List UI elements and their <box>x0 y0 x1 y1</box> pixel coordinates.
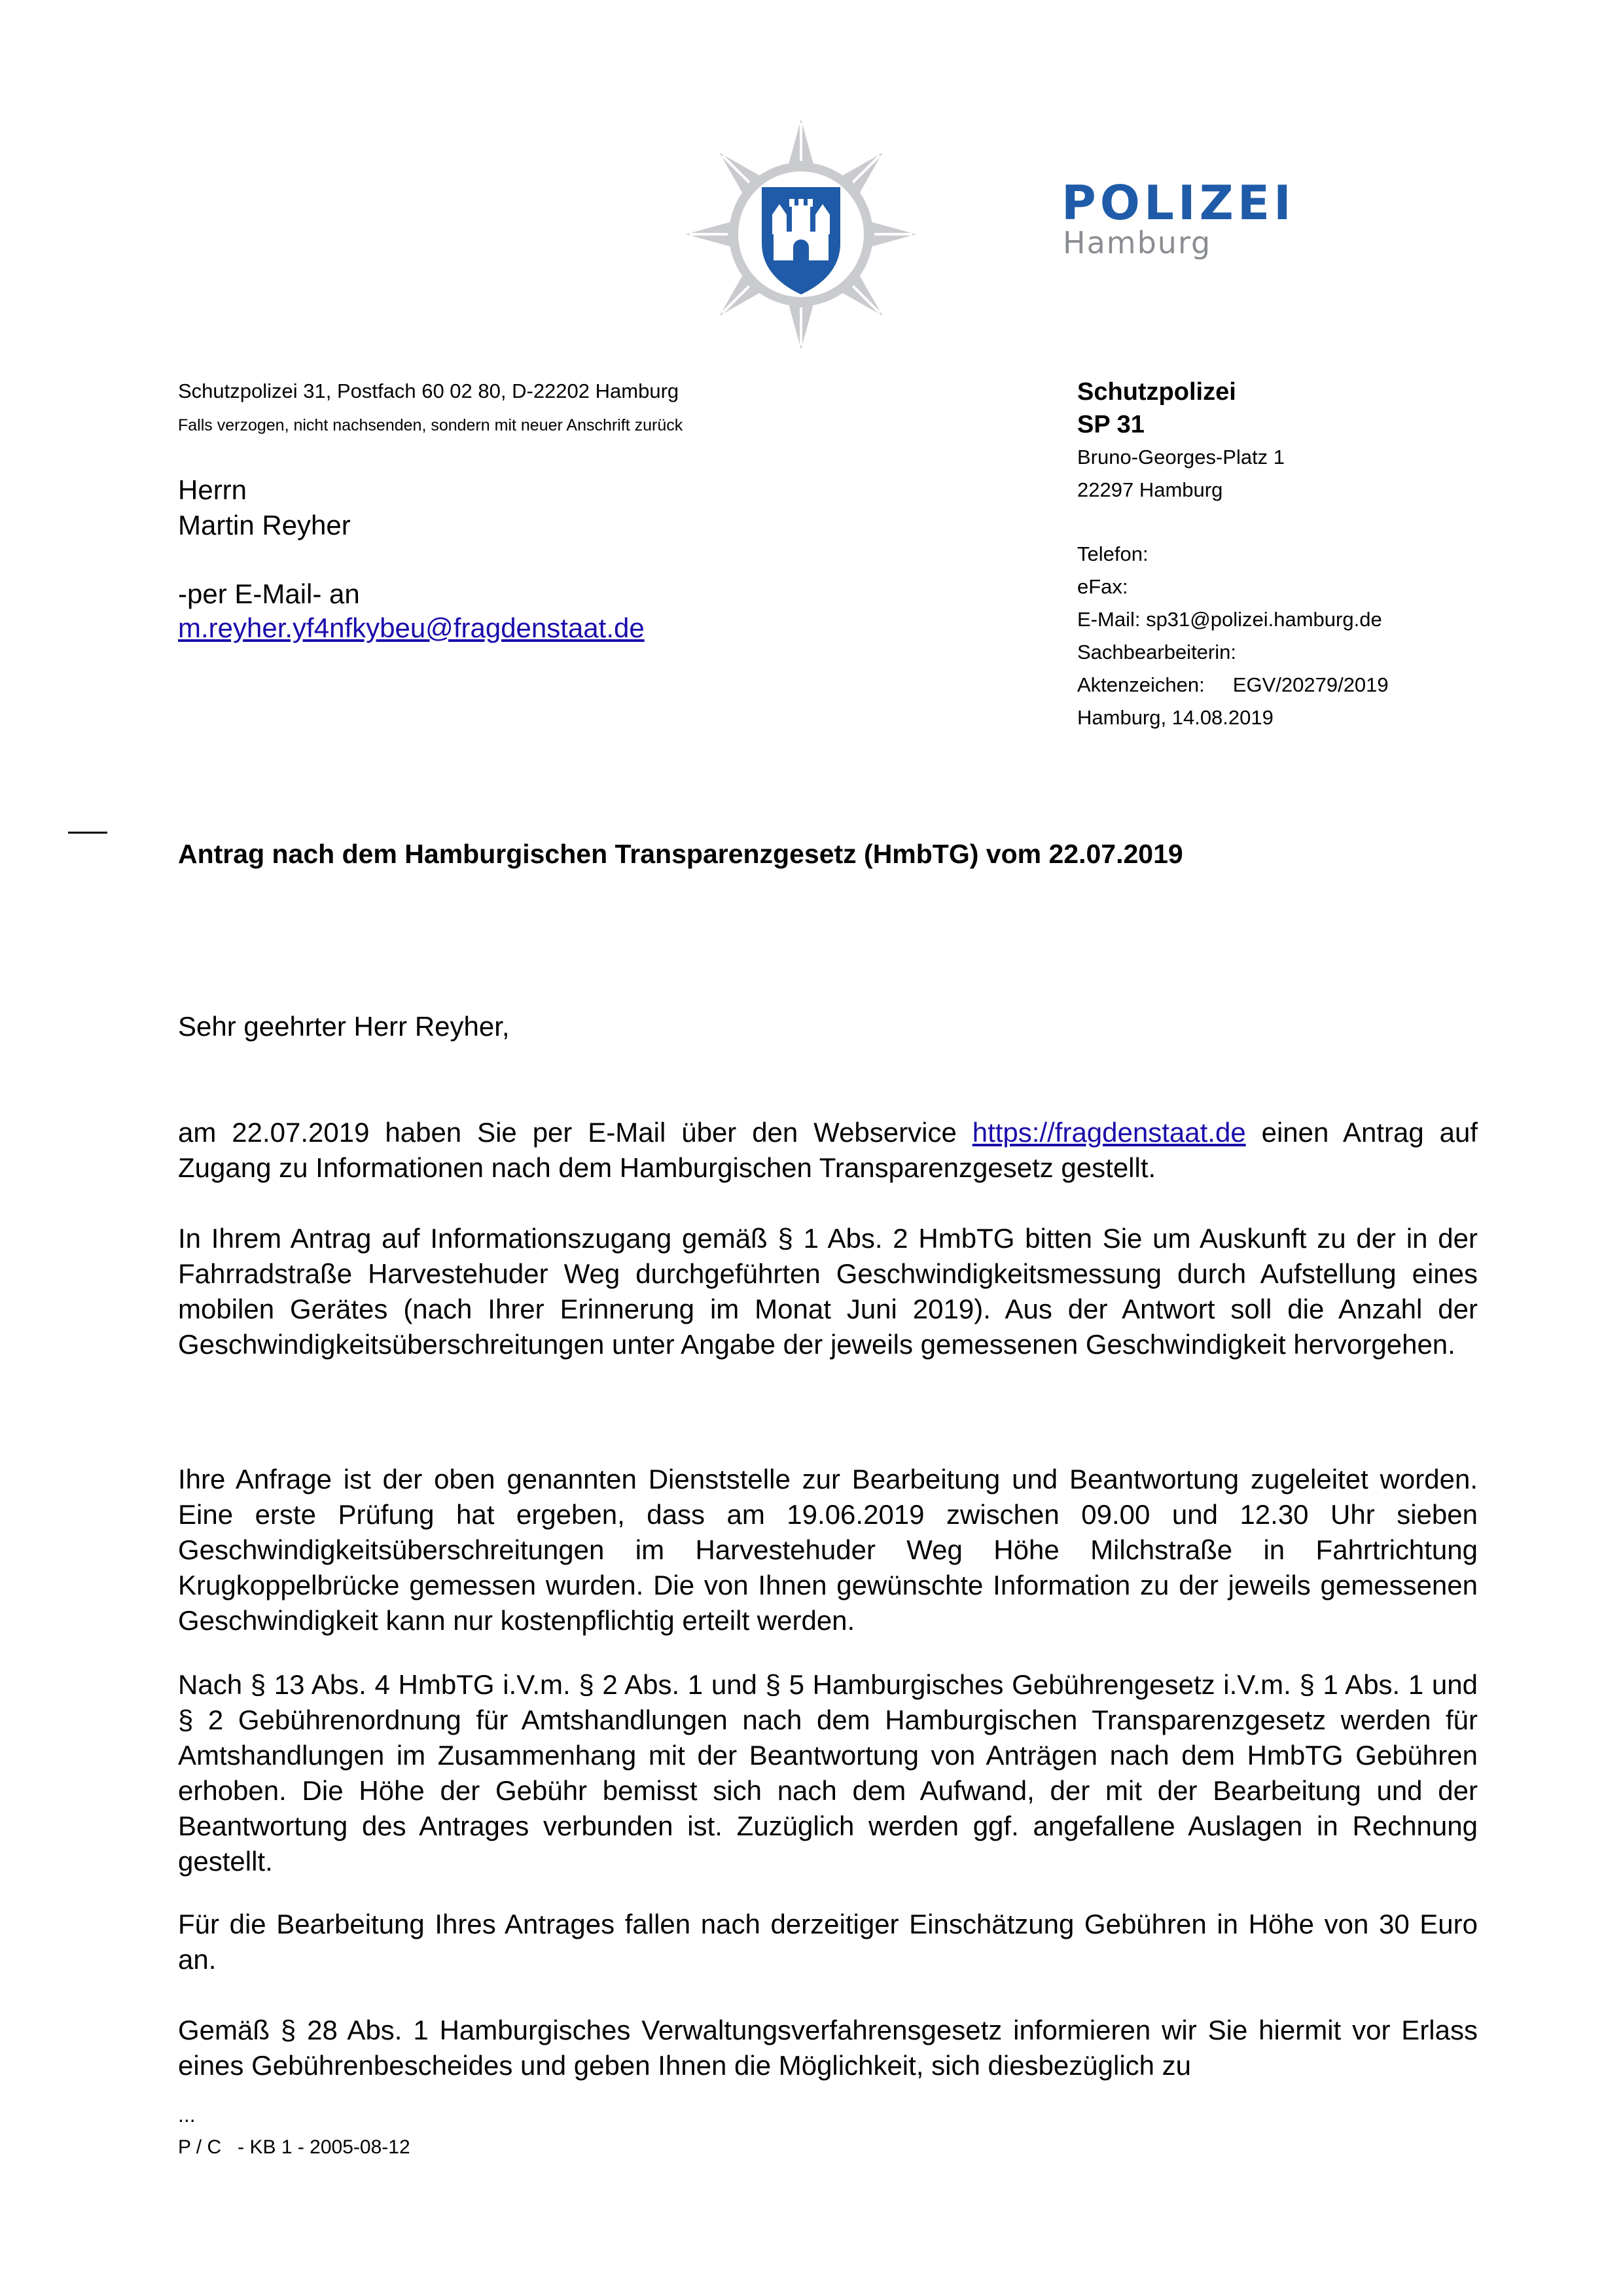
wordmark-hamburg: Hamburg <box>1063 225 1212 260</box>
fragdenstaat-link[interactable]: https://fragdenstaat.de <box>972 1117 1246 1148</box>
office-email: E-Mail: sp31@polizei.hamburg.de <box>1077 608 1382 631</box>
recipient-email-link[interactable]: m.reyher.yf4nfkybeu@fragdenstaat.de <box>178 612 645 643</box>
paragraph-1-end: einen Antrag auf Zugang zu Informationen nach dem Hamburgischen Transparenzgesetz gestellt. <box>178 1117 1478 1183</box>
paragraph-3: Ihre Anfrage ist der oben genannten Dienststelle zur Bearbeitung und Beantwortung zugeleitet worden. Eine erste Prüfung hat ergeben, dass am 19.06.2019 zwischen 09.00 und 12.30 Uhr sieben Geschwindigkeitsüberschreitungen im Harvestehuder Weg Höhe Milchstraße in Fahrtrichtung Krugkoppelbrücke gemessen wurden. Die von Ihnen gewünschte Information zu der jeweils gemessenen Geschwindigkeit kann nur kostenpflichtig erteilt werden. <box>178 1464 1478 1636</box>
return-address: Schutzpolizei 31, Postfach 60 02 80, D-22202 Hamburg <box>178 380 679 402</box>
office-department: Schutzpolizei <box>1077 378 1236 406</box>
paragraph-1-start: am 22.07.2019 haben Sie per E-Mail über den Webservice <box>178 1117 972 1148</box>
paragraph-4: Nach § 13 Abs. 4 HmbTG i.V.m. § 2 Abs. 1 und § 5 Hamburgisches Gebührengesetz i.V.m. § 1 Abs. 1 und § 2 Gebührenordnung für Amtshandlungen nach dem Hamburgischen Transparenzgesetz werden für Amtshandlungen im Zusammenhang mit der Beantwortung von Anträgen nach dem HmbTG Gebühren erhoben. Die Höhe der Gebühr bemisst sich nach dem Aufwand, der mit der Bearbeitung und der Beantwortung des Antrages verbunden ist. Zuzüglich werden ggf. angefallene Auslagen in Rechnung gestellt. <box>178 1669 1478 1877</box>
paragraph-5: Für die Bearbeitung Ihres Antrages fallen nach derzeitiger Einschätzung Gebühren in Höhe von 30 Euro an. <box>178 1909 1478 1975</box>
office-phone: Telefon: <box>1077 542 1149 565</box>
recipient-name: Martin Reyher <box>178 510 351 540</box>
police-star-logo <box>686 119 916 349</box>
fold-mark <box>68 832 107 834</box>
office-unit: SP 31 <box>1077 411 1145 438</box>
wordmark-polizei: POLIZEI <box>1061 175 1295 230</box>
recipient-salutation: Herrn <box>178 474 247 505</box>
office-city: 22297 Hamburg <box>1077 478 1223 501</box>
continuation-marker: ... <box>178 2103 196 2127</box>
recipient-block <box>178 472 351 543</box>
office-clerk: Sachbearbeiterin: <box>1077 641 1236 663</box>
letter-greeting: Sehr geehrter Herr Reyher, <box>178 1011 510 1042</box>
letter-subject: Antrag nach dem Hamburgischen Transparenzgesetz (HmbTG) vom 22.07.2019 <box>178 839 1183 869</box>
office-info <box>1077 376 1470 734</box>
office-reference: Aktenzeichen: EGV/20279/2019 <box>1077 673 1389 696</box>
delivery-note <box>178 577 645 645</box>
paragraph-6: Gemäß § 28 Abs. 1 Hamburgisches Verwaltungsverfahrensgesetz informieren wir Sie hiermit vor Erlass eines Gebührenbescheides und geben Ihnen die Möglichkeit, sich diesbezüglich zu <box>178 2015 1478 2081</box>
police-star-icon <box>686 119 916 349</box>
police-wordmark <box>1061 177 1297 259</box>
office-street: Bruno-Georges-Platz 1 <box>1077 446 1285 468</box>
paragraph-2: In Ihrem Antrag auf Informationszugang gemäß § 1 Abs. 2 HmbTG bitten Sie um Auskunft zu der in der Fahrradstraße Harvestehuder Weg durchgeführten Geschwindigkeitsmessung durch Aufstellung eines mobilen Gerätes (nach Ihrer Erinnerung im Monat Juni 2019). Aus der Antwort soll die Anzahl der Geschwindigkeitsüberschreitungen unter Angabe der jeweils gemessenen Geschwindigkeit hervorgehen. <box>178 1223 1478 1360</box>
return-note: Falls verzogen, nicht nachsenden, sondern mit neuer Anschrift zurück <box>178 416 683 434</box>
office-place-date: Hamburg, 14.08.2019 <box>1077 706 1274 729</box>
office-efax: eFax: <box>1077 575 1128 598</box>
delivery-method: -per E-Mail- an <box>178 578 360 609</box>
paragraph-1 <box>178 1115 1478 1186</box>
form-code: P / C - KB 1 - 2005-08-12 <box>178 2136 410 2158</box>
